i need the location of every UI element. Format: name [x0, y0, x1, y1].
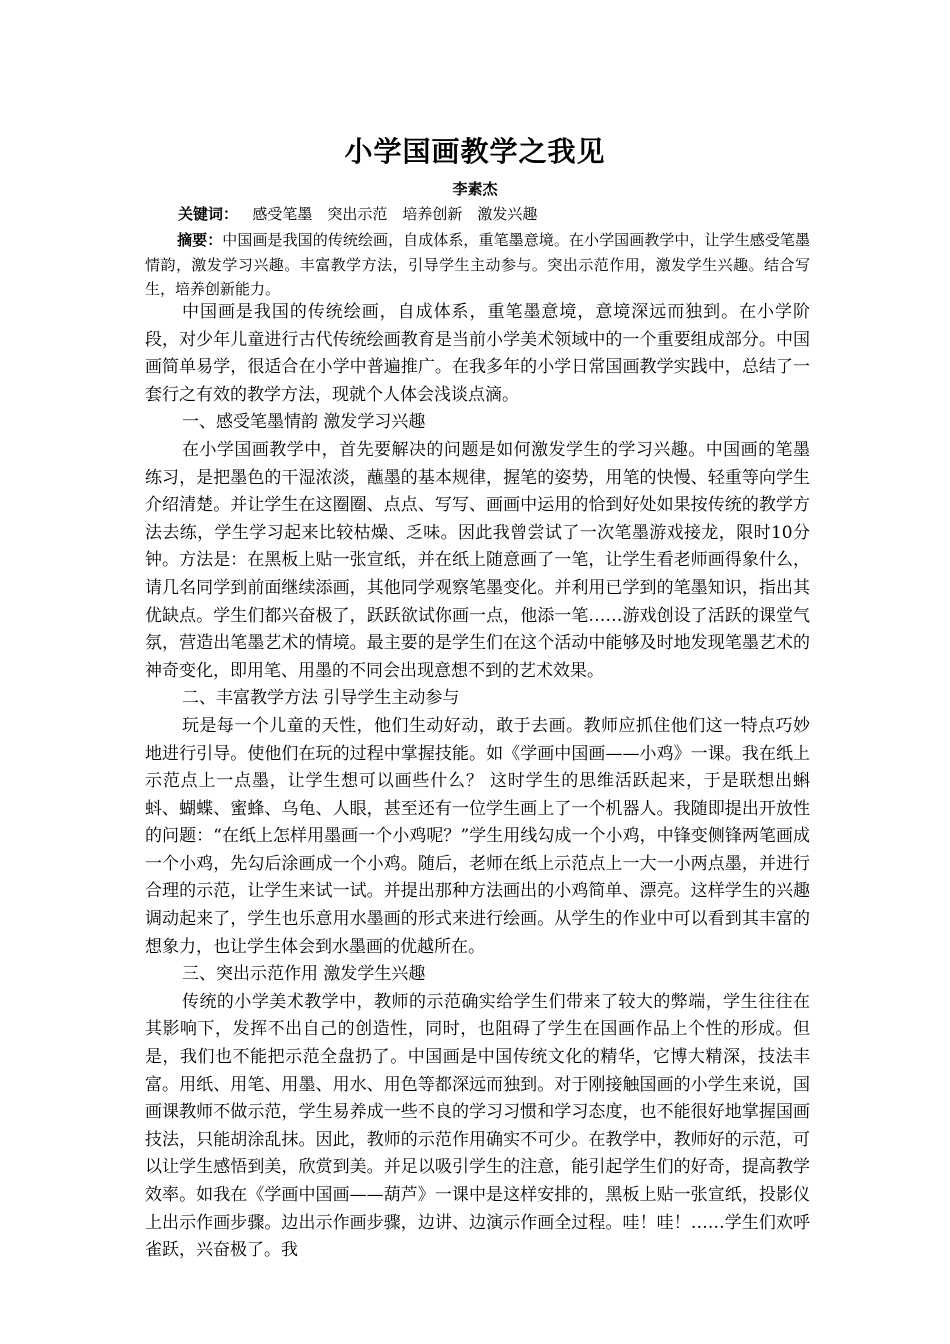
author-name: 李素杰	[452, 180, 498, 198]
section-3-heading: 三、突出示范作用 激发学生兴趣	[182, 964, 426, 985]
page-title: 小学国画教学之我见	[344, 135, 606, 168]
section-2-paragraph: 玩是每一个儿童的天性，他们生动好动，敢于去画。教师应抓住他们这一特点巧妙地进行引导。使他们在玩的过程中掌握技能。如《学画中国画——小鸡》一课。我在纸上示范点上一点墨，让学生想可以画些什么？ 这时学生的思维活跃起来，于是联想出蝌蚪、蝴蝶、蜜蜂、乌龟、人眼，甚至还有一位学生画上了一个机器人。我随即提出开放性的问题：“在纸上怎样用墨画一个小鸡呢？”学生用线勾成一个小鸡，中锋变侧锋两笔画成一个小鸡，先勾后涂画成一个小鸡。随后，老师在纸上示范点上一大一小两点墨，并进行合理的示范，让学生来试一试。并提出那种方法画出的小鸡简单、漂亮。这样学生的兴趣调动起来了，学生也乐意用水墨画的形式来进行绘画。从学生的作业中可以看到其丰富的想象力，也让学生体会到水墨画的优越所在。	[145, 715, 810, 957]
keywords-text: 感受笔墨 突出示范 培养创新 激发兴趣	[252, 205, 538, 223]
section-1-paragraph: 在小学国画教学中，首先要解决的问题是如何激发学生的学习兴趣。中国画的笔墨练习，是把墨色的干湿浓淡，蘸墨的基本规律，握笔的姿势，用笔的快慢、轻重等向学生介绍清楚。并让学生在这圈圈、点点、写写、画画中运用的恰到好处如果按传统的教学方法去练，学生学习起来比较枯燥、乏味。因此我曾尝试了一次笔墨游戏接龙，限时10分钟。方法是：在黑板上贴一张宣纸，并在纸上随意画了一笔，让学生看老师画得象什么，请几名同学到前面继续添画，其他同学观察笔墨变化。并利用已学到的笔墨知识，指出其优缺点。学生们都兴奋极了，跃跃欲试你画一点，他添一笔……游戏创设了活跃的课堂气氛，营造出笔墨艺术的情境。最主要的是学生们在这个活动中能够及时地发现笔墨艺术的神奇变化，即用笔、用墨的不同会出现意想不到的艺术效果。	[145, 439, 810, 681]
section-1-heading: 一、感受笔墨情韵 激发学习兴趣	[182, 412, 426, 433]
article-body	[145, 299, 810, 1265]
abstract-label: 摘要：	[177, 231, 223, 249]
intro-paragraph: 中国画是我国的传统绘画，自成体系，重笔墨意境，意境深远而独到。在小学阶段，对少年儿童进行古代传统绘画教育是当前小学美术领域中的一个重要组成部分。中国画简单易学，很适合在小学中普遍推广。在我多年的小学日常国画教学实践中，总结了一套行之有效的教学方法，现就个人体会浅谈点滴。	[145, 302, 810, 405]
section-2-heading: 二、丰富教学方法 引导学生主动参与	[182, 688, 460, 709]
abstract-block	[145, 228, 810, 302]
keywords-line	[178, 203, 537, 224]
keywords-label: 关键词：	[178, 205, 239, 223]
section-3-paragraph: 传统的小学美术教学中，教师的示范确实给学生们带来了较大的弊端，学生往往在其影响下，发挥不出自己的创造性，同时，也阻碍了学生在国画作品上个性的形成。但是，我们也不能把示范全盘扔了。中国画是中国传统文化的精华，它博大精深，技法丰富。用纸、用笔、用墨、用水、用色等都深远而独到。对于刚接触国画的小学生来说，国画课教师不做示范，学生易养成一些不良的学习习惯和学习态度，也不能很好地掌握国画技法，只能胡涂乱抹。因此，教师的示范作用确实不可少。在教学中，教师好的示范，可以让学生感悟到美，欣赏到美。并足以吸引学生的注意，能引起学生们的好奇，提高教学效率。如我在《学画中国画——葫芦》一课中是这样安排的，黑板上贴一张宣纸，投影仪上出示作画步骤。边出示作画步骤，边讲、边演示作画全过程。哇！哇！……学生们欢呼雀跃，兴奋极了。我	[145, 991, 810, 1261]
abstract-text: 中国画是我国的传统绘画，自成体系，重笔墨意境。在小学国画教学中，让学生感受笔墨情韵，激发学习兴趣。丰富教学方法，引导学生主动参与。突出示范作用，激发学生兴趣。结合写生，培养创新能力。	[145, 231, 810, 298]
